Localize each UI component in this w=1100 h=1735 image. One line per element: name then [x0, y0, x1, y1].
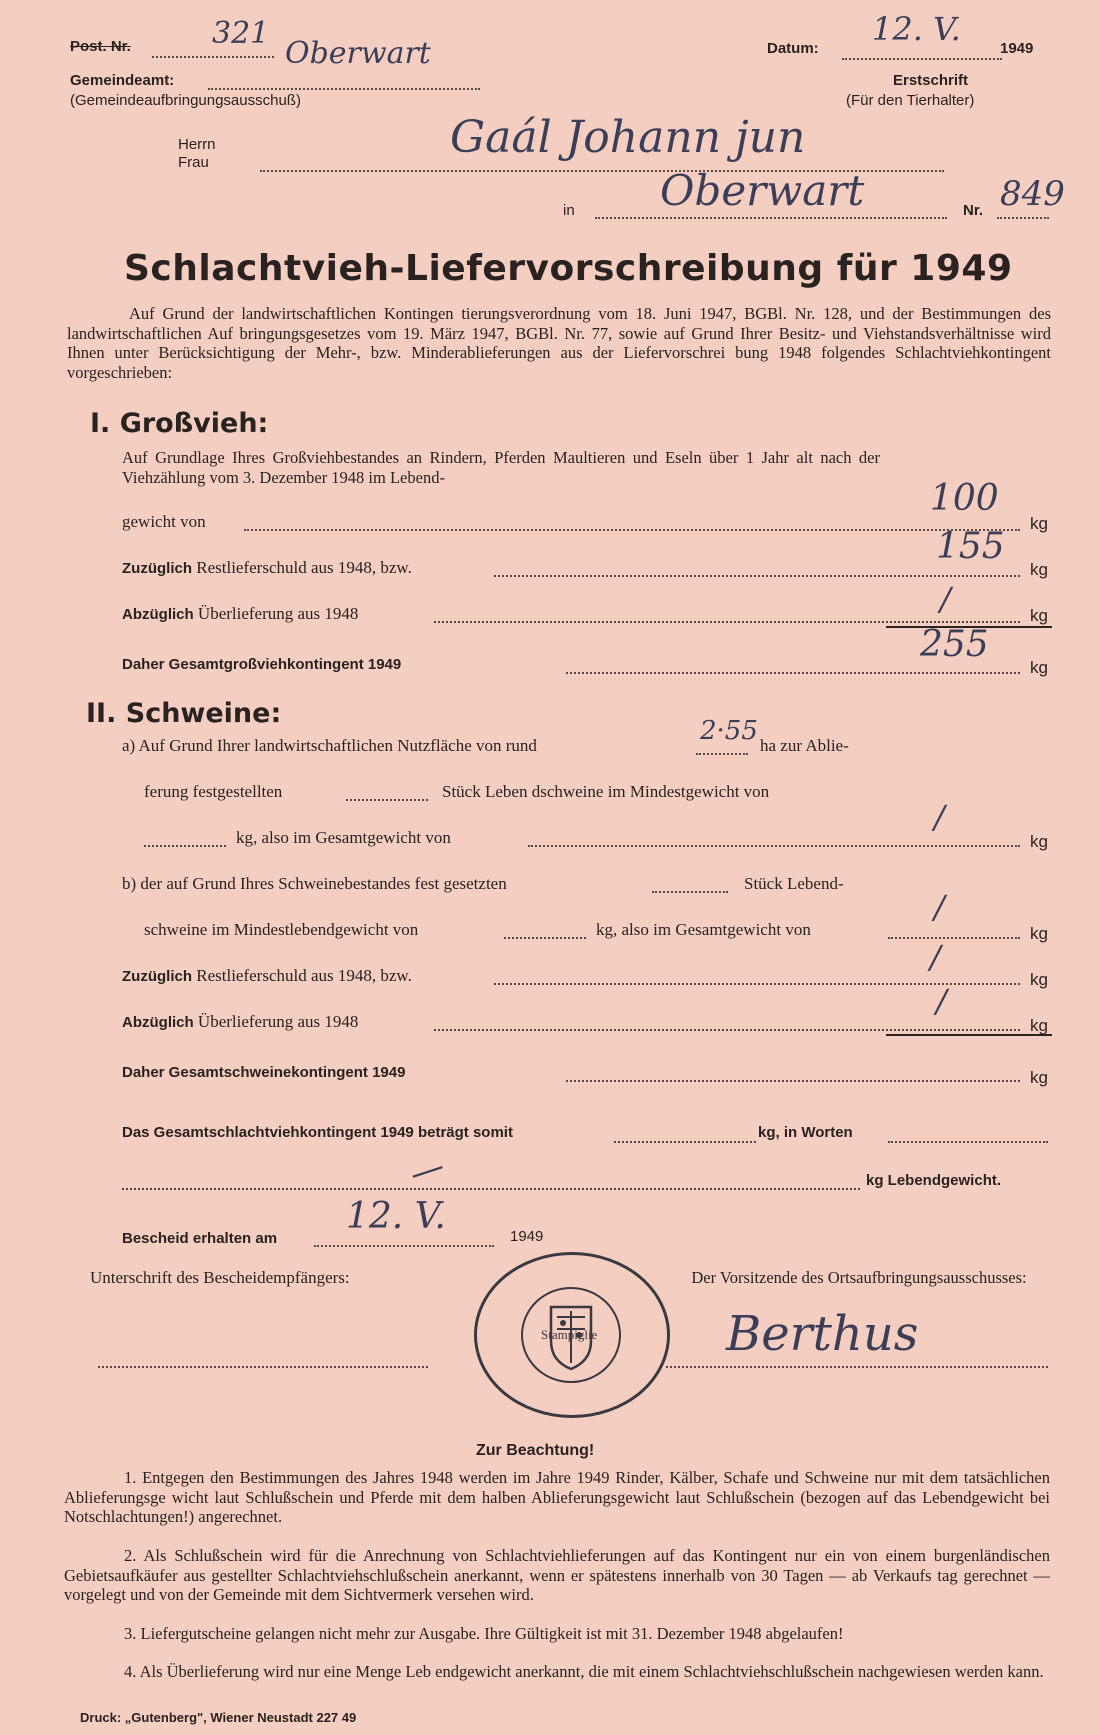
schweine-b-line2-end: kg, also im Gesamtgewicht von: [596, 920, 811, 939]
chairman-label: Der Vorsitzende des Ortsaufbringungsausschusses:: [691, 1268, 1027, 1287]
note-1: 1. Entgegen den Bestimmungen des Jahres 1948 werden im Jahre 1949 Rinder, Kälber, Schafe und Schweine nur mit dem tatsächlichen Ablieferungsge wicht laut Schlußschein und Pferde mit dem halben Ablieferungsgewicht laut Schlußschein (bezogen auf das Lebendgewicht bei Notschlachtungen!) angerechnet.: [64, 1468, 1050, 1526]
datum-label: Datum:: [767, 40, 819, 57]
frau-label: Frau: [178, 154, 209, 171]
zuzueglich-label: Zuzüglich: [122, 560, 192, 577]
bescheid-label-bold: Bescheid erhalten am: [122, 1230, 278, 1247]
note-4: 4. Als Überlieferung wird nur eine Menge Leb endgewicht anerkannt, die mit einem Schlachtviehschlußschein nachgewiesen werden kann.: [124, 1662, 1044, 1681]
grossvieh-lebendgewicht-line: [244, 527, 1020, 531]
grossvieh-zuz-line: [494, 573, 1020, 577]
kg-unit: kg: [1030, 1068, 1048, 1087]
abzueglich-label: Abzüglich: [122, 606, 194, 623]
printer-footer: Druck: „Gutenberg", Wiener Neustadt 227 49: [80, 1710, 357, 1725]
post-nr-place: Oberwart: [285, 36, 431, 71]
nr-label: Nr.: [963, 202, 984, 219]
nr-value: 849: [1000, 174, 1065, 214]
grossvieh-text: Auf Grundlage Ihres Großviehbestandes an Rindern, Pferden Maultieren und Eseln über 1 Jahr alt nach der Viehzählung vom 3. Dezember 1948 im Lebend-: [122, 448, 880, 487]
kg-unit: kg: [1030, 924, 1048, 943]
grossvieh-total-line: [566, 670, 1020, 674]
schweine-zuz-value: /: [930, 938, 941, 976]
kg-unit: kg: [1030, 832, 1048, 851]
post-nr-label: Post. Nr.: [70, 38, 131, 55]
post-nr-line: [152, 54, 274, 58]
schweine-b-line: [888, 935, 1020, 939]
nutzflaeche-line: [696, 751, 748, 755]
official-stamp: [474, 1252, 670, 1418]
grossvieh-total-value: 255: [920, 624, 989, 665]
schweine-a-line: [528, 843, 1020, 847]
in-value: Oberwart: [660, 166, 865, 215]
summary-words-value: —: [404, 1145, 450, 1195]
restlieferschuld-label: Restlieferschuld aus 1948, bzw.: [196, 558, 412, 577]
erstschrift-sub: (Für den Tierhalter): [846, 92, 975, 109]
grossvieh-lebendgewicht-value: 100: [930, 478, 999, 519]
summary-label: Das Gesamtschlachtviehkontingent 1949 beträgt somit: [122, 1124, 513, 1141]
stueck-b-line: [652, 889, 728, 893]
schweine-a-line1-end: ha zur Ablie-: [760, 736, 849, 755]
in-label: in: [563, 202, 575, 219]
section-grossvieh-heading: I. Großvieh:: [90, 408, 269, 439]
note-3: 3. Liefergutscheine gelangen nicht mehr zur Ausgabe. Ihre Gültigkeit ist mit 31. Dezember 1948 abgelaufen!: [124, 1624, 844, 1643]
summary-words-line: [888, 1139, 1048, 1143]
intro-paragraph: Auf Grund der landwirtschaftlichen Kontingen tierungsverordnung vom 18. Juni 1947, BGBl. Nr. 128, und der Bestimmungen des landwirtschaftlichen Auf bringungsgesetzes vom 19. März 1947, BGBl. Nr. 77, sowie auf Grund Ihrer Besitz- und Viehstandsverhältnisse wird Ihnen unter Berücksichtigung der Mehr-, bzw. Minderablieferungen aus der Liefervorschrei bung 1948 folgendes Schlachtviehkontingent vorgeschrieben:: [67, 304, 1051, 382]
bescheid-year: 1949: [510, 1228, 544, 1245]
post-nr-value: 321: [212, 16, 270, 51]
kg-lebendgewicht-label: kg Lebendgewicht.: [866, 1172, 1002, 1189]
kg-unit: kg: [1030, 1016, 1048, 1035]
kg-unit: kg: [1030, 514, 1048, 533]
chairman-signature: Berthus: [726, 1306, 919, 1362]
datum-year: 1949: [1000, 40, 1034, 57]
section-schweine-heading: II. Schweine:: [86, 698, 282, 729]
bescheid-date-value: 12. V.: [346, 1196, 446, 1237]
summary-kg-line: [614, 1139, 756, 1143]
schweine-abz-line: [434, 1027, 1020, 1031]
schweine-a-line1: a) Auf Grund Ihrer landwirtschaftlichen Nutzfläche von rund: [122, 736, 537, 755]
schweine-b-line2-start: schweine im Mindestlebendgewicht von: [144, 920, 419, 939]
erstschrift-label: Erstschrift: [893, 72, 969, 89]
in-line: [595, 215, 947, 219]
note-2: 2. Als Schlußschein wird für die Anrechnung von Schlachtviehlieferungen auf das Kontingent nur ein von einem burgenländischen Gebietsaufkäufer aus gestellter Schlachtviehschlußschein anerkannt, wenn er spätestens innerhalb von 30 Tagen — ab Verkaufs tag gerechnet — vorgelegt und von der Gemeinde mit dem Sichtvermerk versehen wird.: [64, 1546, 1050, 1604]
gemeindeamt-label: Gemeindeamt:: [70, 72, 175, 89]
schweine-a-value: /: [934, 798, 945, 836]
grossvieh-zuz-value: 155: [936, 526, 1005, 567]
abzueglich-label: Abzüglich: [122, 1014, 194, 1031]
bescheid-date-line: [314, 1243, 494, 1247]
summary-words-label: kg, in Worten: [758, 1124, 853, 1141]
ueberlieferung-label: Überlieferung aus 1948: [197, 1012, 359, 1031]
herrn-label: Herrn: [178, 136, 216, 153]
kg-unit: kg: [1030, 970, 1048, 989]
schweine-total-line: [566, 1078, 1020, 1082]
kg-unit: kg: [1030, 606, 1048, 625]
nr-line: [997, 215, 1049, 219]
name-value: Gaál Johann jun: [450, 112, 806, 163]
kg-unit: kg: [1030, 560, 1048, 579]
schweine-a-line2-end: Stück Leben dschweine im Mindestgewicht von: [442, 782, 770, 801]
datum-line: [842, 56, 1002, 60]
schweine-abz-value: /: [936, 982, 947, 1020]
grossvieh-abz-value: /: [940, 580, 951, 618]
schweine-total-label: Daher Gesamtschweinekontingent 1949: [122, 1064, 406, 1081]
restlieferschuld-label: Restlieferschuld aus 1948, bzw.: [196, 966, 412, 985]
schweine-a-line2-start: ferung festgestellten: [144, 782, 283, 801]
nutzflaeche-value: 2·55: [700, 716, 758, 746]
kg-unit: kg: [1030, 658, 1048, 677]
gemeindeamt-line: [208, 86, 480, 90]
zuzueglich-label: Zuzüglich: [122, 968, 192, 985]
gemeindeamt-sub: (Gemeindeaufbringungsausschuß): [70, 92, 301, 109]
mindestgewicht-line: [144, 843, 226, 847]
schweine-a-line3: kg, also im Gesamtgewicht von: [236, 828, 451, 847]
mindestlebendgewicht-line: [504, 935, 586, 939]
schweine-b-value: /: [934, 888, 945, 926]
summary-words-line-2: [122, 1186, 860, 1190]
ueberlieferung-label: Überlieferung aus 1948: [197, 604, 359, 623]
sum-rule: [886, 1034, 1052, 1036]
schweine-b-line1-end: Stück Lebend-: [744, 874, 844, 893]
notes-heading: Zur Beachtung!: [476, 1442, 595, 1459]
stamp-middle-text: Stampiglie: [541, 1327, 598, 1342]
stueck-line: [346, 797, 428, 801]
recipient-signature-line: [98, 1364, 428, 1368]
recipient-signature-label: Unterschrift des Bescheidempfängers:: [90, 1268, 350, 1287]
grossvieh-abz-line: [434, 619, 1020, 623]
page-title: Schlachtvieh-Liefervorschreibung für 1949: [124, 248, 1013, 289]
datum-value: 12. V.: [872, 10, 961, 48]
grossvieh-lebendgewicht-label: gewicht von: [122, 512, 206, 531]
schweine-b-line1-start: b) der auf Grund Ihres Schweinebestandes fest gesetzten: [122, 874, 507, 893]
grossvieh-total-label: Daher Gesamtgroßviehkontingent 1949: [122, 656, 402, 673]
chairman-signature-line: [666, 1364, 1048, 1368]
